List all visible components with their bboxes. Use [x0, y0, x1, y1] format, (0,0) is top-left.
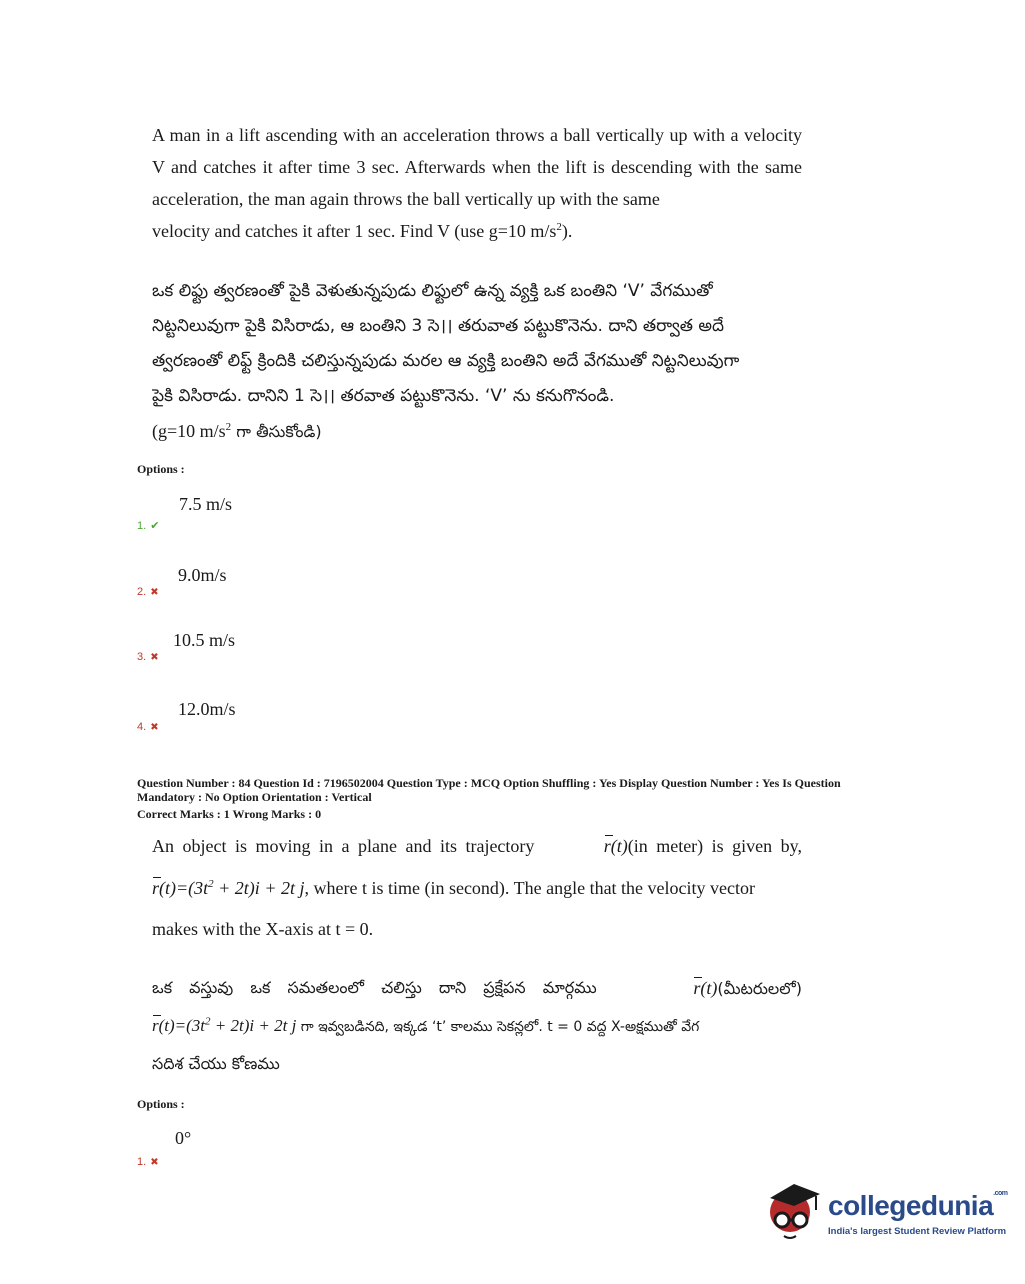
question-2-english	[152, 836, 802, 939]
check-icon: ✔	[150, 520, 160, 532]
q1-options-label: Options :	[137, 462, 185, 476]
equation: $r(t)=(3t^2 + 2t)i + 2t$ j	[152, 878, 305, 898]
q2-meta-line-2: Mandatory : No Option Orientation : Vertical	[137, 790, 372, 804]
q1-telugu-line-4: పైకి విసిరాడు. దానిని 1 సె।। తరవాత పట్టుకొనెను. ‘V’ ను కనుగొనండి.	[152, 386, 615, 406]
r-t-vector: r(t)	[603, 836, 628, 856]
q2-option-1-number: 1. ✖	[137, 1156, 159, 1168]
logo-tagline: India's largest Student Review Platform	[828, 1226, 1007, 1237]
q1-telugu-line-2: నిట్టనిలువుగా పైకి విసిరాడు, ఆ బంతిని 3 సె।। తరువాత పట్టుకొనెను. దాని తర్వాత అదే	[152, 316, 725, 336]
q1-line-4: velocity and catches it after 1 sec. Find V (use g=10 $m/s^2$).	[152, 221, 573, 241]
question-2-telugu	[152, 978, 802, 1073]
q1-option-3-number: 3. ✖	[137, 651, 159, 663]
q2-telugu-line-3: సదిశ చేయు కోణము	[152, 1054, 280, 1073]
q2-meta-line-3: Correct Marks : 1 Wrong Marks : 0	[137, 807, 322, 821]
q2-line-2: $r(t)=(3t^2 + 2t)i + 2t$ j, where t is time (in second). The angle that the velocity vector	[152, 878, 756, 898]
q1-telugu-g-note: (g=10 $m/s^2$ గా తీసుకోండి)	[152, 421, 322, 441]
collegedunia-logo[interactable]	[764, 1176, 1008, 1246]
q1-option-3-text[interactable]: 10.5 m/s	[173, 630, 236, 650]
q2-line-1: An object is moving in a plane and its trajectory r(t)(in meter) is given by,	[152, 836, 802, 856]
q1-option-2-text[interactable]: 9.0m/s	[178, 565, 227, 585]
q2-line-3: makes with the X-axis at t = 0.	[152, 919, 374, 939]
q1-option-1-number: 1. ✔	[137, 520, 160, 532]
cross-icon: ✖	[150, 587, 159, 598]
q1-option-1-text[interactable]: 7.5 m/s	[179, 494, 233, 514]
cross-icon: ✖	[150, 652, 159, 663]
q1-telugu-line-3: త్వరణంతో లిఫ్ట్ క్రిందికి చలిస్తున్నపుడు మరల ఆ వ్యక్తి బంతిని అదే వేగముతో నిట్టనిలువుగా	[152, 351, 740, 371]
q1-option-4-number: 4. ✖	[137, 721, 159, 733]
q2-telugu-line-1: ఒక వస్తువు ఒక సమతలంలో చలిస్తు దాని ప్రక్షేపన మార్గము r(t)(మీటరులలో)	[152, 978, 802, 998]
q2-telugu-line-2: $r(t)=(3t^2 + 2t)i + 2t$ j గా ఇవ్వబడినది, ఇక్కడ ‘t’ కాలము సెకన్లలో. t = 0 వద్ద X-అక్షముతో వేగ	[152, 1015, 700, 1035]
question-1-telugu	[152, 273, 802, 448]
q1-line-1: A man in a lift ascending with an acceleration throws a ball vertically up with a	[152, 125, 739, 145]
q1-option-2-number: 2. ✖	[137, 586, 159, 598]
logo-wordmark: collegedunia$^{.com}$	[828, 1190, 1008, 1221]
q1-line-3: the same acceleration, the man again throws the ball vertically up with the same	[152, 157, 803, 209]
q2-option-1-text[interactable]: 0°	[175, 1128, 192, 1148]
q1-telugu-line-1: ఒక లిఫ్టు త్వరణంతో పైకి వెళుతున్నపుడు లిఫ్టులో ఉన్న వ్యక్తి ఒక బంతిని ‘V’ వేగముతో	[152, 281, 713, 301]
q2-meta-line-1: Question Number : 84 Question Id : 7196502004 Question Type : MCQ Option Shuffling : Yes Display Question Number : Yes Is Question	[137, 776, 841, 790]
q1-line-2: velocity V and catches it after time 3 sec. Afterwards when the lift is descending with	[152, 125, 802, 177]
cross-icon: ✖	[150, 722, 159, 733]
q1-option-4-text[interactable]: 12.0m/s	[178, 699, 236, 719]
logo-mascot-icon	[764, 1176, 826, 1248]
cross-icon: ✖	[150, 1157, 159, 1168]
q2-options-label: Options :	[137, 1097, 185, 1111]
question-1-english	[152, 119, 802, 247]
